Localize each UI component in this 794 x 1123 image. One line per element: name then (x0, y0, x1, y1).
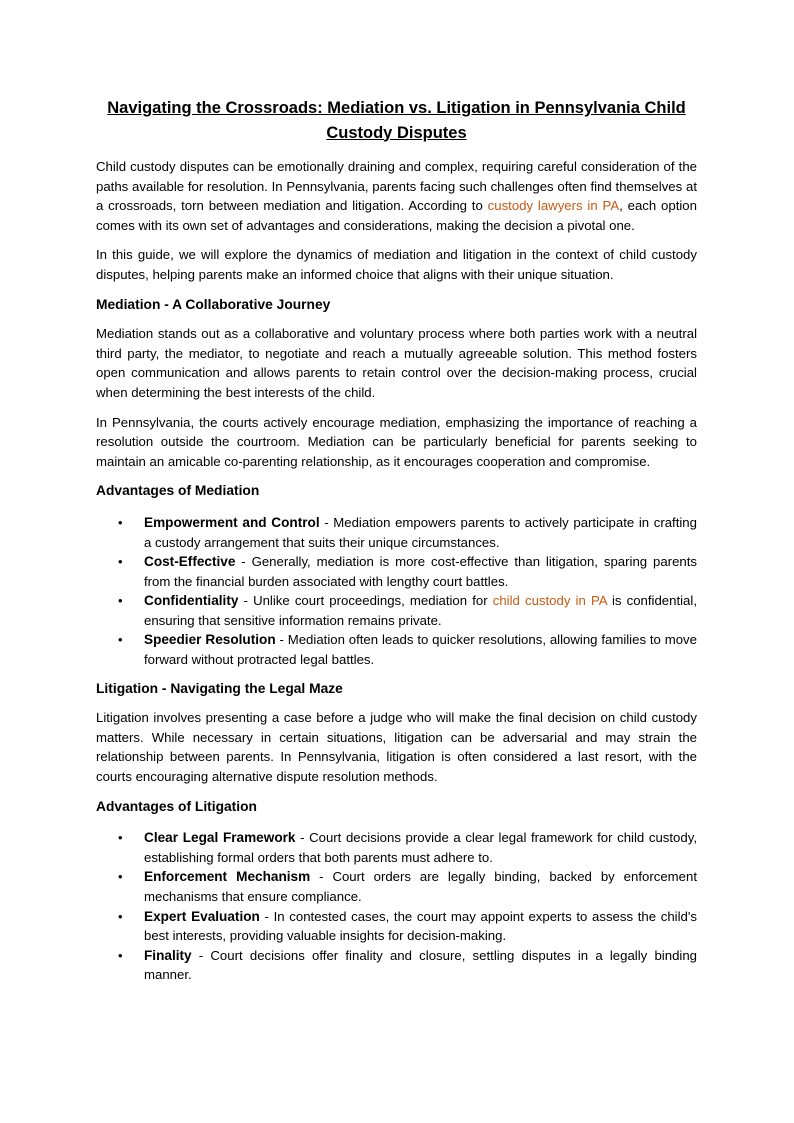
bullet-icon: • (118, 632, 123, 648)
list-item-separator: - (310, 869, 333, 885)
intro-text-after-link: , each option comes with its own set of advantages and considerations, making the decision a pivotal one. (96, 198, 697, 233)
list-item (118, 828, 697, 867)
list-item-separator: - (238, 593, 254, 609)
litigation-advantages-list (96, 828, 697, 985)
bullet-icon: • (118, 908, 123, 924)
list-item-term: Confidentiality (144, 593, 239, 609)
list-item-text: Court decisions provide a clear legal framework for child custody, establishing formal orders that both parents must adhere to. (144, 830, 697, 865)
list-item (118, 907, 697, 946)
bullet-icon: • (118, 830, 123, 846)
list-item-term: Cost-Effective (144, 554, 236, 570)
list-item-separator: - (191, 947, 211, 963)
list-item-text: In contested cases, the court may appoint experts to assess the child's best interests, providing valuable insights for decision-making. (144, 908, 697, 944)
list-item (118, 513, 697, 552)
bullet-icon: • (118, 514, 123, 530)
litigation-heading: Litigation - Navigating the Legal Maze (96, 680, 343, 696)
bullet-icon: • (118, 869, 123, 885)
list-item (118, 946, 697, 985)
intro-paragraph-1 (96, 157, 697, 235)
list-item-term: Speedier Resolution (144, 632, 276, 648)
bullet-icon: • (118, 947, 123, 963)
list-item-separator: - (275, 632, 288, 648)
list-item-text: Court decisions offer finality and closure, settling disputes in a legally binding manner. (144, 947, 697, 983)
list-item-term: Clear Legal Framework (144, 830, 296, 846)
list-item (118, 630, 697, 669)
bullet-icon: • (118, 593, 123, 609)
list-item-term: Finality (144, 947, 192, 963)
list-item-separator: - (319, 514, 334, 530)
mediation-advantages-heading: Advantages of Mediation (96, 483, 260, 499)
list-item-text-after-link: is confidential, ensuring that sensitive information remains private. (144, 593, 697, 628)
mediation-paragraph-2: In Pennsylvania, the courts actively encourage mediation, emphasizing the importance of reaching a resolution outside the courtroom. Mediation can be particularly beneficial for parents seeking to maintain an amicable co-parenting relationship, as it encourages cooperation and compromise. (96, 414, 697, 469)
litigation-paragraph-1: Litigation involves presenting a case before a judge who will make the final decision on child custody matters. While necessary in certain situations, litigation can be adversarial and may strain the relationship between parents. In Pennsylvania, litigation is often considered a last resort, with the courts encouraging alternative dispute resolution methods. (96, 710, 697, 785)
custody-lawyers-link[interactable]: custody lawyers in PA (487, 198, 620, 214)
list-item (118, 591, 697, 630)
litigation-advantages-heading: Advantages of Litigation (96, 798, 257, 814)
list-item-separator: - (295, 830, 310, 846)
mediation-advantages-list (96, 513, 697, 670)
intro-paragraph-2: In this guide, we will explore the dynamics of mediation and litigation in the context of child custody disputes, helping parents make an informed choice that aligns with their unique situation. (96, 247, 697, 282)
list-item-text: Mediation empowers parents to actively participate in crafting a custody arrangement that suits their unique circumstances. (144, 514, 697, 550)
list-item (118, 867, 697, 906)
intro-text-before-link: Child custody disputes can be emotionally draining and complex, requiring careful consideration of the paths available for resolution. In Pennsylvania, parents facing such challenges often find themselves at a crossroads, torn between mediation and litigation. According to (96, 159, 697, 214)
list-item-separator: - (235, 554, 252, 570)
list-item-separator: - (259, 908, 274, 924)
mediation-paragraph-1: Mediation stands out as a collaborative and voluntary process where both parties work with a neutral third party, the mediator, to negotiate and reach a mutually agreeable solution. This method fosters open communication and allows parents to retain control over the decision-making process, crucial when determining the best interests of the child. (96, 326, 697, 400)
bullet-icon: • (118, 554, 123, 570)
child-custody-link[interactable]: child custody in PA (492, 593, 607, 609)
list-item-text: Mediation often leads to quicker resolutions, allowing families to move forward without protracted legal battles. (144, 632, 697, 668)
list-item (118, 552, 697, 591)
list-item-term: Empowerment and Control (144, 514, 320, 530)
list-item-text: Generally, mediation is more cost-effective than litigation, sparing parents from the financial burden associated with lengthy court battles. (144, 554, 697, 589)
list-item-term: Enforcement Mechanism (144, 869, 311, 885)
mediation-heading: Mediation - A Collaborative Journey (96, 296, 331, 312)
list-item-text: Court orders are legally binding, backed by enforcement mechanisms that ensure compliance. (144, 869, 697, 904)
list-item-text-before-link: Unlike court proceedings, mediation for (253, 593, 493, 609)
page-title: Navigating the Crossroads: Mediation vs. Litigation in Pennsylvania Child Custody Disputes (107, 99, 686, 142)
list-item-term: Expert Evaluation (144, 908, 260, 924)
